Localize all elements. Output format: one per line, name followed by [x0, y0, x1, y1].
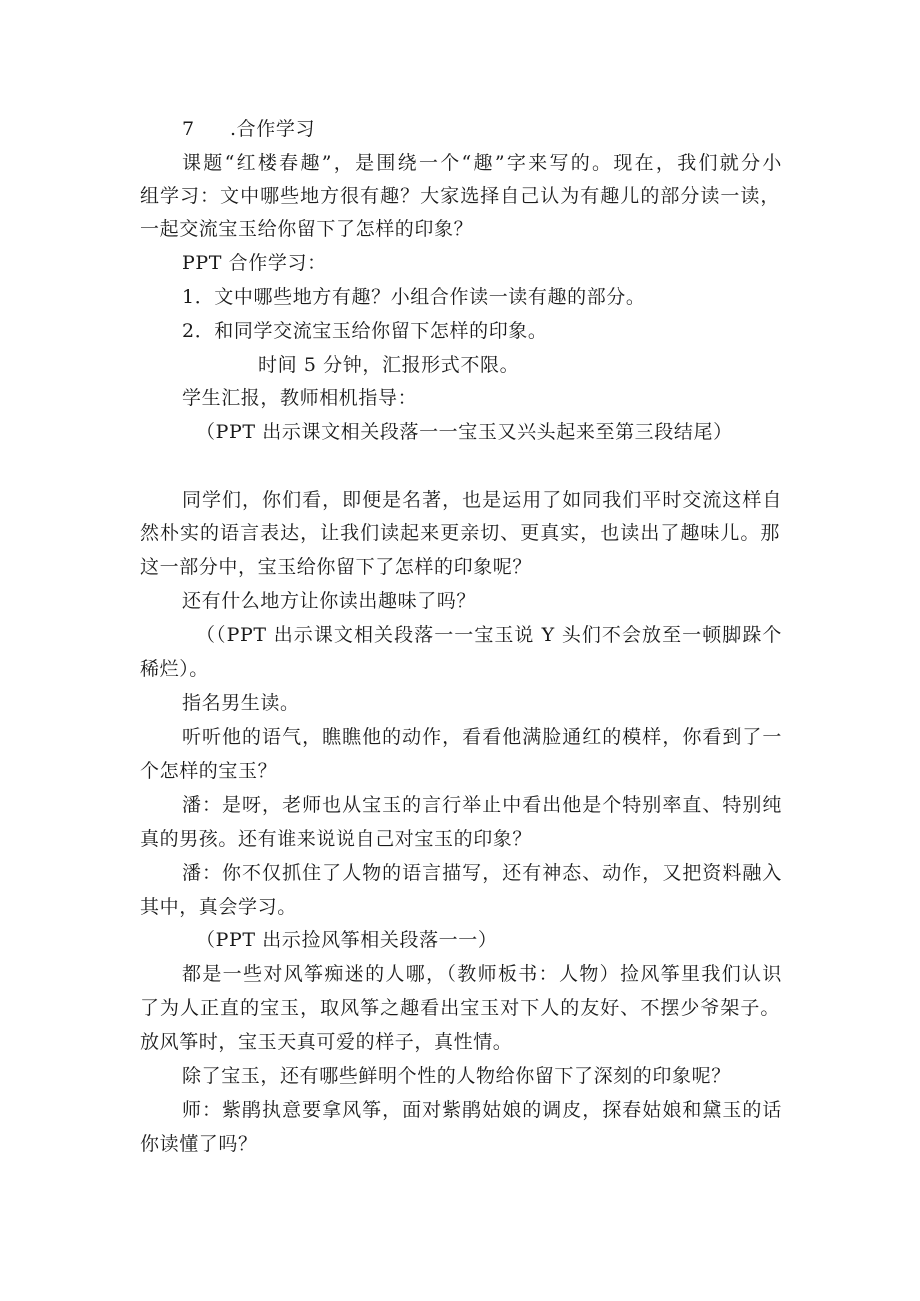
- paragraph-line: 潘：是呀，老师也从宝玉的言行举止中看出他是个特别率直、特别纯: [182, 794, 782, 816]
- section-number: 7: [182, 118, 195, 140]
- paragraph-line: 课题“红楼春趣”，是围绕一个“趣”字来写的。现在，我们就分小: [182, 152, 782, 174]
- paragraph-line: 了为人正直的宝玉，取风筝之趣看出宝玉对下人的友好、不摆少爷架子。: [140, 997, 780, 1019]
- section-title: .合作学习: [230, 118, 316, 140]
- ppt-note: （（PPT 出示课文相关段落一一宝玉说 Y 头们不会放至一顿脚跺个: [196, 624, 782, 646]
- section-heading: [182, 117, 315, 141]
- paragraph-line: 除了宝玉，还有哪些鲜明个性的人物给你留下了深刻的印象呢？: [182, 1065, 731, 1087]
- paragraph-line: 个怎样的宝玉？: [140, 760, 278, 782]
- paragraph-line: 学生汇报，教师相机指导：: [182, 387, 418, 409]
- paragraph-line: 还有什么地方让你读出趣味了吗？: [182, 590, 477, 612]
- paragraph-line: 师：紫鹃执意要拿风筝，面对紫鹃姑娘的调皮，探春姑娘和黛玉的话: [182, 1099, 782, 1121]
- paragraph-line: 听听他的语气，瞧瞧他的动作，看看他满脸通红的模样，你看到了一: [182, 726, 782, 748]
- paragraph-line: 其中，真会学习。: [140, 896, 297, 918]
- paragraph-line: 指名男生读。: [182, 692, 300, 714]
- paragraph-line: 真的男孩。还有谁来说说自己对宝玉的印象？: [140, 828, 533, 850]
- time-note: 时间 5 分钟，汇报形式不限。: [258, 354, 520, 376]
- ppt-note: （PPT 出示捡风筝相关段落一一）: [196, 929, 498, 951]
- ppt-label: PPT 合作学习：: [182, 252, 327, 274]
- paragraph-line: 然朴实的语言表达，让我们读起来更亲切、更真实，也读出了趣味儿。那: [140, 522, 780, 544]
- paragraph-line: 这一部分中，宝玉给你留下了怎样的印象呢？: [140, 556, 533, 578]
- paragraph-line: 组学习：文中哪些地方很有趣？大家选择自己认为有趣儿的部分读一读，: [140, 185, 780, 207]
- task-item: 1．文中哪些地方有趣？小组合作读一读有趣的部分。: [182, 286, 646, 308]
- paragraph-line: 一起交流宝玉给你留下了怎样的印象？: [140, 218, 474, 240]
- task-item: 2．和同学交流宝玉给你留下怎样的印象。: [182, 320, 548, 342]
- ppt-note: （PPT 出示课文相关段落一一宝玉又兴头起来至第三段结尾）: [196, 421, 733, 443]
- paragraph-line: 潘：你不仅抓住了人物的语言描写，还有神态、动作，又把资料融入: [182, 862, 782, 884]
- paragraph-line: 放风筝时，宝玉天真可爱的样子，真性情。: [140, 1031, 513, 1053]
- paragraph-line: 你读懂了吗？: [140, 1133, 258, 1155]
- ppt-note: 稀烂）。: [140, 658, 209, 680]
- paragraph-line: 同学们，你们看，即便是名著，也是运用了如同我们平时交流这样自: [182, 489, 782, 511]
- paragraph-line: 都是一些对风筝痴迷的人哪，（教师板书：人物）捡风筝里我们认识: [182, 963, 782, 985]
